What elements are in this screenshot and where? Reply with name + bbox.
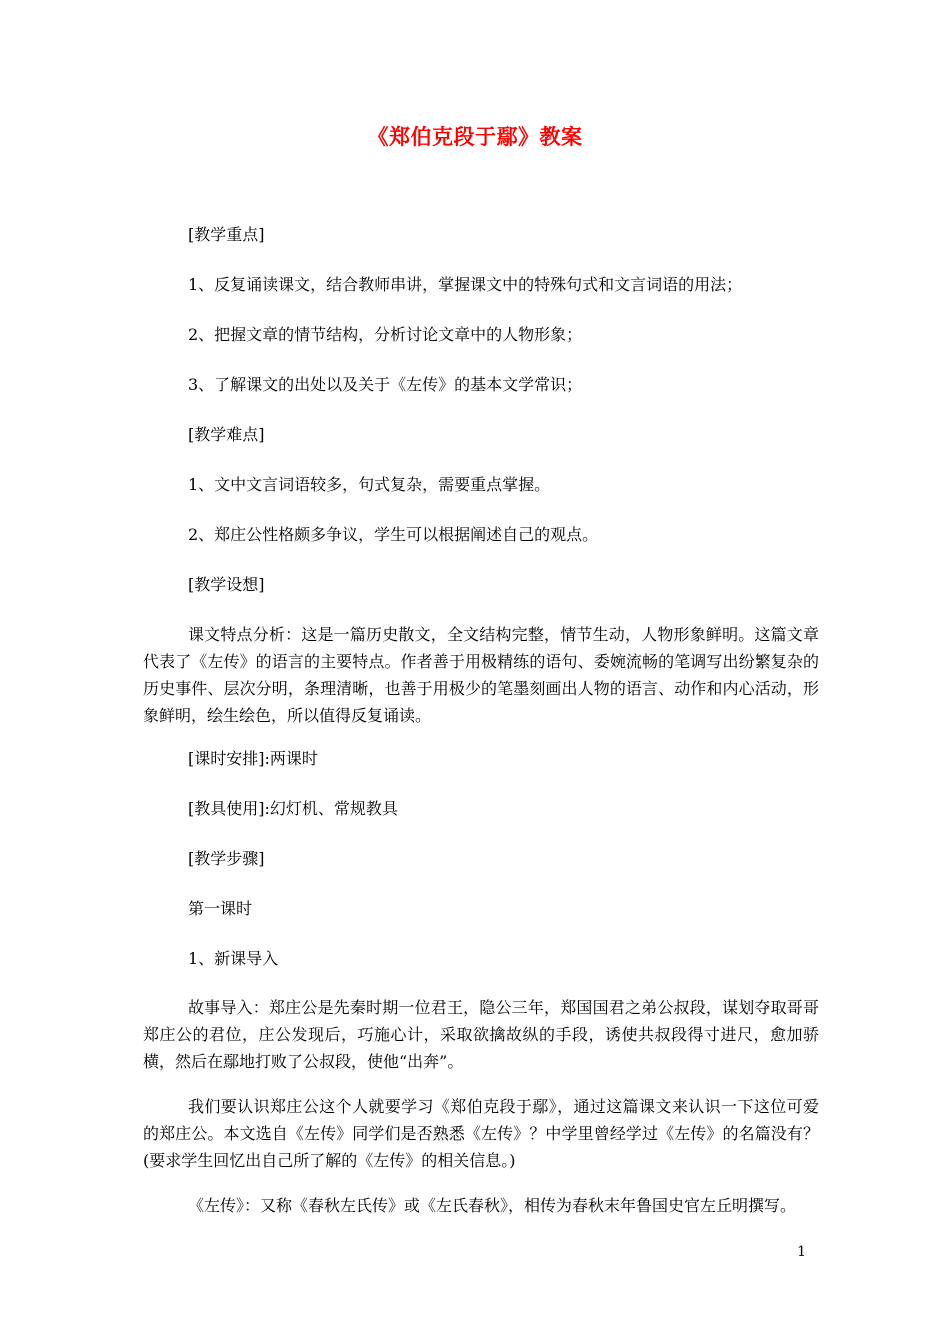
class-schedule: [课时安排]:两课时: [188, 749, 318, 768]
key-point-3: 3、了解课文的出处以及关于《左传》的基本文学常识；: [188, 375, 583, 394]
zuozhuan-definition: 《左传》：又称《春秋左氏传》或《左氏春秋》，相传为春秋末年鲁国史官左丘明撰写。: [188, 1196, 797, 1215]
key-point-1: 1、反复诵读课文，结合教师串讲，掌握课文中的特殊句式和文言词语的用法；: [188, 275, 743, 294]
first-lesson-heading: 第一课时: [188, 899, 253, 918]
text-analysis-paragraph: 课文特点分析：这是一篇历史散文，全文结构完整，情节生动，人物形象鲜明。这篇文章代表了《左传》的语言的主要特点。作者善于用极精练的语句、委婉流畅的笔调写出纷繁复杂的历史事件、层次分明，条理清晰，也善于用极少的笔墨刻画出人物的语言、动作和内心活动，形象鲜明，绘生绘色，所以值得反复诵读。: [143, 625, 819, 725]
document-title: 《郑伯克段于鄢》教案: [367, 124, 583, 149]
key-point-2: 2、把握文章的情节结构，分析讨论文章中的人物形象；: [188, 325, 583, 344]
section-heading-difficulties: [教学难点]: [188, 425, 265, 444]
teaching-tools: [教具使用]:幻灯机、常规教具: [188, 799, 398, 818]
section-heading-design: [教学设想]: [188, 575, 265, 594]
zuozhuan-intro-paragraph: 我们要认识郑庄公这个人就要学习《郑伯克段于鄢》，通过这篇课文来认识一下这位可爱的郑庄公。本文选自《左传》同学们是否熟悉《左传》？中学里曾经学过《左传》的名篇没有？(要求学生回忆出自己所了解的《左传》的相关信息。): [143, 1097, 819, 1170]
page-number: 1: [797, 1244, 806, 1260]
difficulty-1: 1、文中文言词语较多，句式复杂，需要重点掌握。: [188, 475, 551, 494]
section-heading-key-points: [教学重点]: [188, 225, 265, 244]
difficulty-2: 2、郑庄公性格颇多争议，学生可以根据阐述自己的观点。: [188, 525, 599, 544]
story-intro-paragraph: 故事导入：郑庄公是先秦时期一位君王，隐公三年，郑国国君之弟公叔段，谋划夺取哥哥郑庄公的君位，庄公发现后，巧施心计，采取欲擒故纵的手段，诱使共叔段得寸进尺，愈加骄横，然后在鄢地打败了公叔段，使他“出奔”。: [143, 998, 819, 1071]
section-heading-steps: [教学步骤]: [188, 849, 265, 868]
new-lesson-intro-heading: 1、新课导入: [188, 949, 279, 968]
